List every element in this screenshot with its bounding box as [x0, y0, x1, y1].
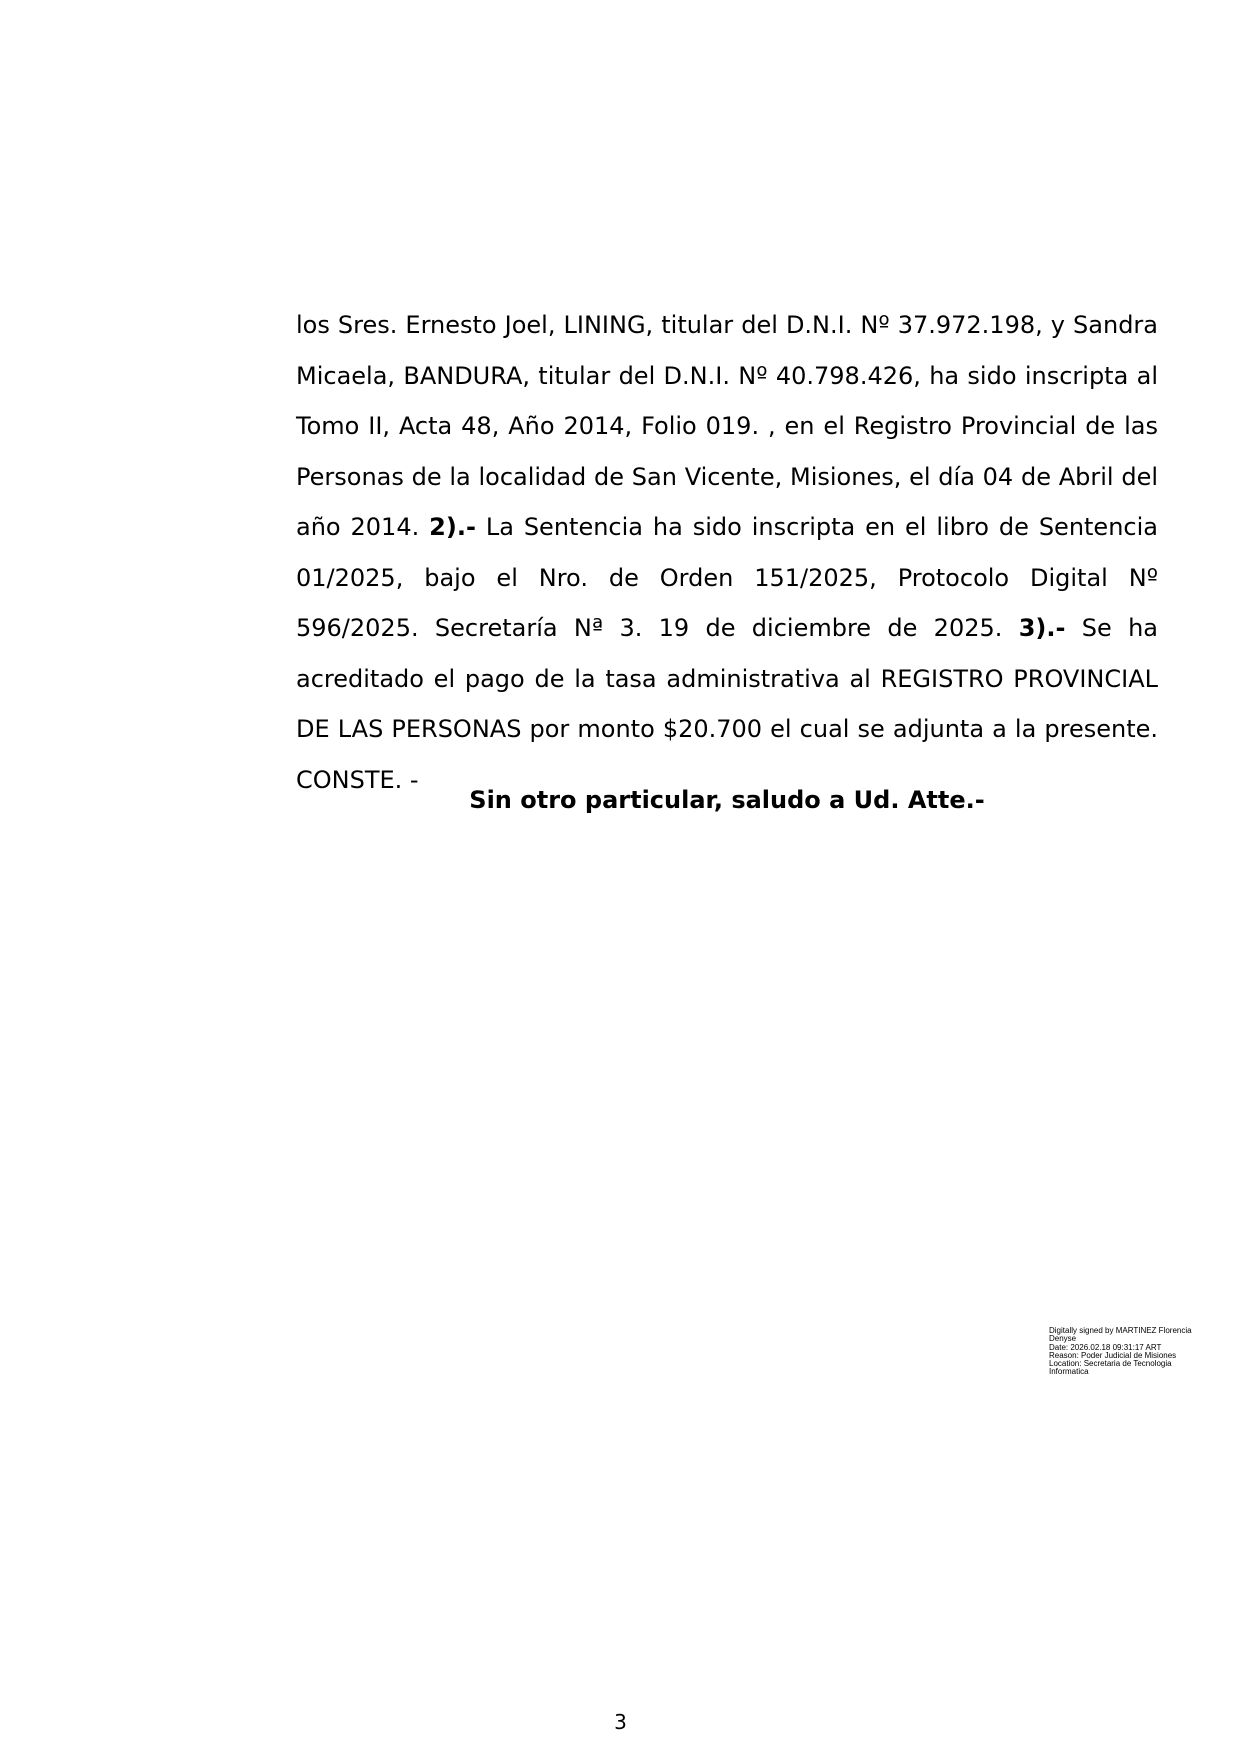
- page-number: 3: [614, 1710, 627, 1734]
- body-paragraph: [296, 300, 1158, 805]
- signature-line: Reason: Poder Judicial de Misiones: [1049, 1350, 1177, 1360]
- item-marker-2: 2).-: [429, 513, 476, 541]
- closing-salutation: Sin otro particular, saludo a Ud. Atte.-: [469, 786, 985, 814]
- paragraph-text-part1: los Sres. Ernesto Joel, LINING, titular del D.N.I. Nº 37.972.198, y Sandra Micaela, BANDURA, titular del D.N.I. Nº 40.798.426, ha sido inscripta al Tomo II, Acta 48, Año 2014, Folio 019. , en el Registro Provincial de las Personas de la localidad de San Vicente, Misiones, el día 04 de Abril del año 2014.: [296, 311, 1158, 541]
- signature-line: Location: Secretaria de Tecnologia: [1049, 1359, 1172, 1369]
- digital-signature-stamp: [1049, 1327, 1199, 1377]
- signature-line: Digitally signed by MARTINEZ Florencia: [1049, 1326, 1192, 1335]
- item-marker-3: 3).-: [1018, 614, 1066, 642]
- paragraph-text-part2: La Sentencia ha sido inscripta en el libro de Sentencia 01/2025, bajo el Nro. de Orden 151/2025, Protocolo Digital Nº 596/2025. Secretaría Nª 3. 19 de diciembre de 2025.: [296, 513, 1158, 642]
- paragraph-text-part3: Se ha acreditado el pago de la tasa administrativa al REGISTRO PROVINCIAL DE LAS PERSONAS por monto $20.700 el cual se adjunta a la presente. CONSTE. -: [296, 614, 1158, 794]
- signature-line: Date: 2026.02.18 09:31:17 ART: [1049, 1342, 1162, 1352]
- signature-line: Informatica: [1049, 1367, 1089, 1377]
- signature-line: Denyse: [1049, 1334, 1077, 1344]
